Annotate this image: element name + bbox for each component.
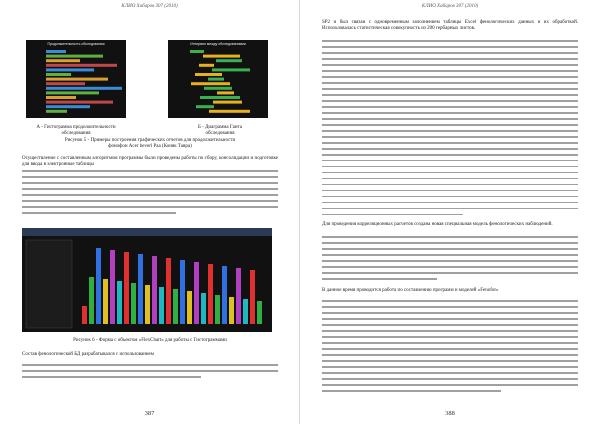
form-chart-bar xyxy=(222,266,227,324)
left-body-text xyxy=(22,170,278,218)
form-chart-bar xyxy=(215,295,220,324)
gantt-bar xyxy=(191,82,230,85)
gantt-bar xyxy=(216,59,242,62)
form-chart-bar xyxy=(243,299,248,324)
right-body-text-1 xyxy=(322,40,578,220)
form-chart-bar xyxy=(229,297,234,324)
left-body-text-2 xyxy=(22,364,278,382)
page-number-right: 388 xyxy=(445,410,455,417)
histogram-bar xyxy=(46,91,99,94)
form-chart-bar xyxy=(159,287,164,324)
form-chart-bar xyxy=(96,248,101,324)
histogram-bar xyxy=(46,73,71,76)
right-body-text-2 xyxy=(322,236,578,284)
form-chart-bar xyxy=(103,279,108,324)
caption-a-line2: обследования xyxy=(61,131,91,136)
caption-b-line1: Б - Диаграмма Ганта xyxy=(197,125,242,130)
form-chart-bar xyxy=(208,264,213,324)
gantt-bar xyxy=(217,91,234,94)
figure-5-caption-line1: Рисунок 5 - Примеры построения графических отчетов для продолжительности xyxy=(64,138,236,143)
form-chart-bar xyxy=(110,250,115,324)
form-chart-bar xyxy=(82,306,87,324)
histogram-bar xyxy=(46,59,80,62)
gantt-bar xyxy=(190,50,204,53)
left-paragraph-1: Осуществление с составленным алгоритмом программы были проведены работы по сбору, консолидации и подготовке для ввода в электронные таблицы xyxy=(22,156,278,167)
right-page xyxy=(300,0,600,424)
form-chart-bar xyxy=(180,260,185,324)
form-chart-bar xyxy=(117,281,122,324)
histogram-bar xyxy=(46,55,103,58)
flexchart-form-screenshot xyxy=(22,228,272,332)
gantt-title: Интервал между обследованиями xyxy=(190,42,246,46)
histogram-panel xyxy=(26,40,126,118)
running-head-right: КЛИО Хабаров 307 (2010) xyxy=(421,4,479,9)
histogram-bar xyxy=(46,87,122,90)
gantt-bar xyxy=(196,105,214,108)
gantt-bar xyxy=(199,64,214,67)
form-chart-bar xyxy=(124,252,129,324)
gantt-chart xyxy=(168,40,268,118)
form-chart-bar xyxy=(89,277,94,324)
figure-5-caption xyxy=(10,138,290,150)
histogram-bar xyxy=(46,105,90,108)
gantt-bar xyxy=(208,78,224,81)
gantt-bar xyxy=(212,68,250,71)
histogram-bar xyxy=(46,50,66,53)
right-paragraph-2: Для проведения корреляционных расчетов создана новая специальная модель фенологических наблюдений. xyxy=(322,222,553,227)
right-body-text-3 xyxy=(322,300,578,396)
form-chart-bar xyxy=(257,301,262,324)
left-paragraph-2: Состав фенологической БД разрабатывался с использованием xyxy=(22,352,154,357)
caption-a xyxy=(6,125,146,137)
caption-b-line2: обследования xyxy=(205,131,235,136)
figure-6-caption: Рисунок 6 - Форма с объектом «FlexChart» для работы с Гистограммами xyxy=(73,338,227,343)
form-chart-bar xyxy=(250,270,255,324)
gantt-panel xyxy=(168,40,268,118)
histogram-bar xyxy=(46,96,76,99)
form-chart-bar xyxy=(138,254,143,324)
gantt-bar xyxy=(203,55,240,58)
gantt-bar xyxy=(209,110,250,113)
form-chart-bar xyxy=(166,258,171,324)
right-paragraph-3: В данное время проводится работа по составлению программ и моделей «Fenofor» xyxy=(322,288,499,293)
histogram-chart xyxy=(26,40,126,118)
figure-5-caption-line2: фонофон Acer beverl Paa (Коняк Тавра) xyxy=(108,144,192,149)
form-chart-bar xyxy=(145,285,150,324)
histogram-bar xyxy=(46,78,108,81)
gantt-bar xyxy=(204,87,232,90)
histogram-bar xyxy=(46,82,85,85)
running-head-left: КЛИО Хабаров 307 (2010) xyxy=(121,4,178,9)
form-chart-bar xyxy=(201,293,206,324)
histogram-title: Продолжительность обследования xyxy=(47,42,105,46)
caption-b xyxy=(150,125,290,137)
histogram-bar xyxy=(46,64,117,67)
form-chart-bar xyxy=(152,256,157,324)
form-chart-bar xyxy=(194,262,199,324)
form-chart-bar xyxy=(131,283,136,324)
gantt-bar xyxy=(213,101,242,104)
form-chart-bar xyxy=(187,291,192,324)
page-number-left: 387 xyxy=(144,410,155,417)
right-paragraph-1: SP2 и был связан с одновременным заполнением таблицы Excel фенологических данных и их обработкой. Использовалась статистическая совокупность из 200 гербарных листов. xyxy=(322,20,578,31)
form-chart-bar xyxy=(173,289,178,324)
gantt-bar xyxy=(200,96,240,99)
histogram-bar xyxy=(46,101,113,104)
gantt-bar xyxy=(195,73,222,76)
caption-a-line1: А - Гистограмма продолжительности xyxy=(36,125,116,130)
histogram-bar xyxy=(46,110,67,113)
histogram-bar xyxy=(46,68,94,71)
form-chart-bar xyxy=(236,268,241,324)
